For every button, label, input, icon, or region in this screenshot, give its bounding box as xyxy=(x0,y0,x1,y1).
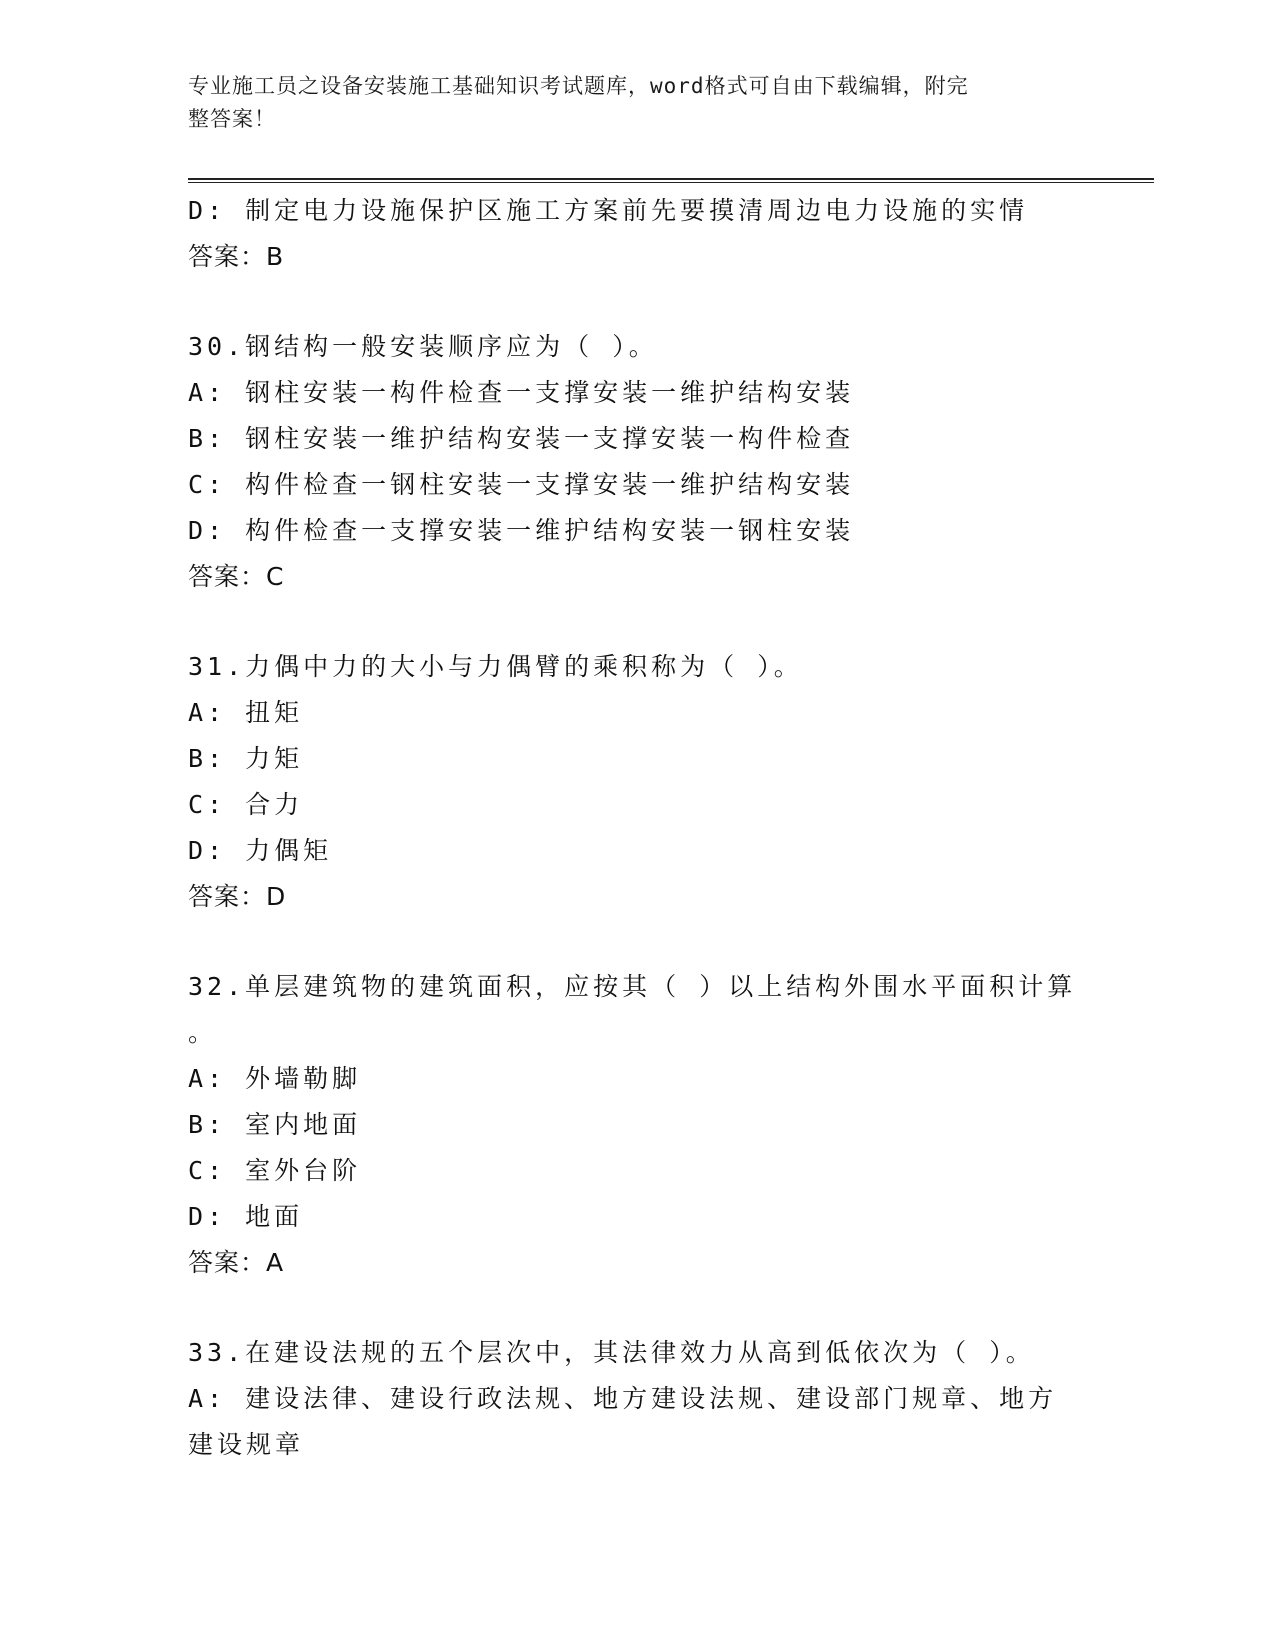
question-answer: 答案：A xyxy=(188,1248,285,1277)
question-stem: 33.在建设法规的五个层次中，其法律效力从高到低依次为（ ）。 xyxy=(188,1338,1035,1367)
header-line-2: 整答案！ xyxy=(188,107,276,131)
option-c: C: 合力 xyxy=(188,790,304,819)
prev-option-d: D: 制定电力设施保护区施工方案前先要摸清周边电力设施的实情 xyxy=(188,196,1029,225)
option-c: C: 室外台阶 xyxy=(188,1156,362,1185)
question-stem: 31.力偶中力的大小与力偶臂的乘积称为（ ）。 xyxy=(188,652,803,681)
question-content xyxy=(188,188,1088,1468)
question-stem: 30.钢结构一般安装顺序应为（ ）。 xyxy=(188,332,658,361)
question-answer: 答案：D xyxy=(188,882,287,911)
option-b: B: 室内地面 xyxy=(188,1110,362,1139)
option-b: B: 力矩 xyxy=(188,744,304,773)
option-a: A: 扭矩 xyxy=(188,698,304,727)
option-d: D: 构件检查一支撑安装一维护结构安装一钢柱安装 xyxy=(188,516,855,545)
option-a: A: 建设法律、建设行政法规、地方建设法规、建设部门规章、地方建设规章 xyxy=(188,1384,1058,1459)
question-30 xyxy=(188,324,1088,600)
page-header xyxy=(188,70,1068,136)
header-divider xyxy=(188,178,1154,183)
option-a: A: 钢柱安装一构件检查一支撑安装一维护结构安装 xyxy=(188,378,855,407)
option-d: D: 力偶矩 xyxy=(188,836,333,865)
question-stem: 32.单层建筑物的建筑面积，应按其（ ）以上结构外围水平面积计算 xyxy=(188,972,1077,1001)
option-d: D: 地面 xyxy=(188,1202,304,1231)
question-32 xyxy=(188,964,1088,1286)
question-33 xyxy=(188,1330,1088,1468)
header-line-1: 专业施工员之设备安装施工基础知识考试题库，word格式可自由下载编辑，附完 xyxy=(188,74,969,98)
prev-answer: 答案：B xyxy=(188,242,285,271)
question-answer: 答案：C xyxy=(188,562,285,591)
question-31 xyxy=(188,644,1088,920)
option-b: B: 钢柱安装一维护结构安装一支撑安装一构件检查 xyxy=(188,424,855,453)
option-c: C: 构件检查一钢柱安装一支撑安装一维护结构安装 xyxy=(188,470,855,499)
option-a: A: 外墙勒脚 xyxy=(188,1064,362,1093)
question-stem-continued: 。 xyxy=(188,1018,218,1047)
